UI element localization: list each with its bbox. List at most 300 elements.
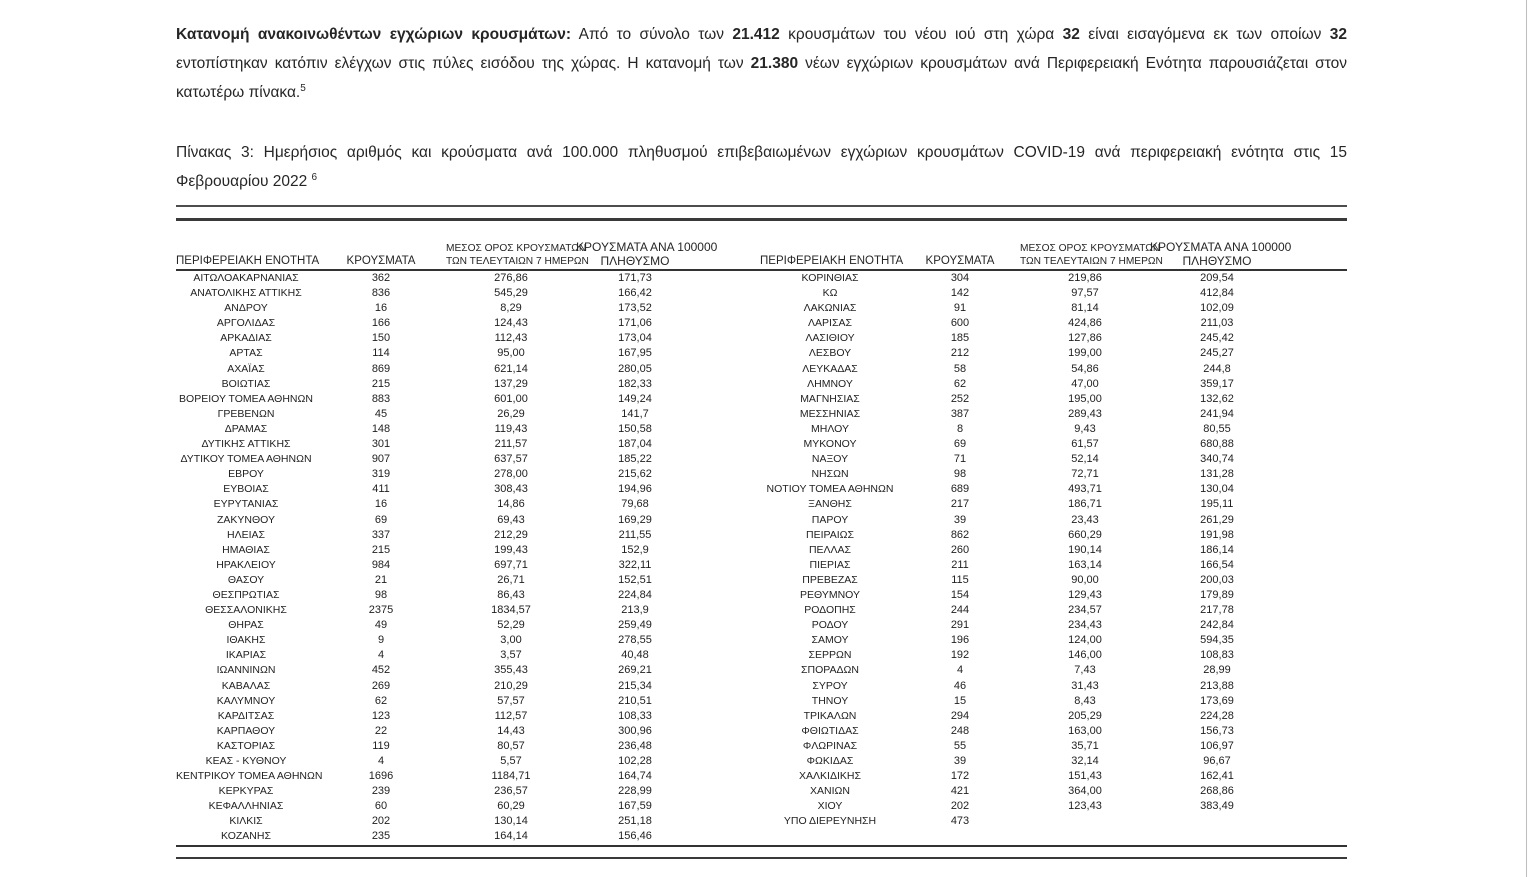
cases-cell: 119 [372, 739, 390, 752]
cases-cell: 2375 [368, 604, 394, 617]
trailing-cell [1284, 618, 1347, 633]
region-cell: ΔΥΤΙΚΗΣ ΑΤΤΙΚΗΣ [201, 438, 291, 451]
per100k-cell: 131,28 [1200, 468, 1234, 481]
avg7-cell: 35,71 [1071, 739, 1099, 752]
cases-cell: 192 [950, 649, 970, 662]
avg7-cell: 211,57 [494, 438, 528, 451]
gap-cell [694, 271, 760, 286]
per100k-cell: 186,14 [1200, 543, 1234, 556]
region-cell: ΘΕΣΣΑΛΟΝΙΚΗΣ [205, 604, 287, 617]
region-cell: ΙΘΑΚΗΣ [226, 634, 266, 647]
cases-cell: 154 [950, 588, 970, 601]
region-cell: ΔΡΑΜΑΣ [224, 422, 268, 435]
cases-cell: 211 [951, 558, 969, 571]
intro-text-segment: κρουσμάτων του νέου ιού στη χώρα [779, 26, 1063, 43]
per100k-cell: 179,89 [1200, 588, 1234, 601]
cases-cell: 39 [953, 755, 967, 767]
avg7-cell: 123,43 [1068, 800, 1102, 813]
cases-cell: 115 [951, 573, 969, 586]
avg7-cell: 72,71 [1071, 468, 1099, 481]
trailing-cell [1284, 513, 1347, 528]
cases-cell: 301 [371, 438, 391, 451]
avg7-cell: 164,14 [494, 830, 528, 843]
avg7-cell: 112,57 [494, 709, 528, 722]
gap-cell [694, 392, 760, 407]
region-cell: ΠΕΛΛΑΣ [808, 543, 852, 556]
trailing-cell [1284, 829, 1347, 844]
trailing-cell [1284, 633, 1347, 648]
per100k-cell: 213,88 [1200, 679, 1234, 692]
gap-cell [694, 286, 760, 301]
table-body [176, 271, 1347, 847]
avg7-cell: 129,43 [1068, 588, 1102, 601]
per100k-cell: 141,7 [621, 407, 649, 420]
intro-text-segment: είναι εισαγόμενα εκ των οποίων [1079, 26, 1330, 43]
per100k-cell: 79,68 [621, 498, 649, 511]
table-header-row [176, 221, 1347, 271]
trailing-cell [1284, 784, 1347, 799]
avg7-cell: 660,29 [1068, 528, 1102, 541]
cases-cell: 244 [950, 604, 970, 617]
gap-cell [694, 573, 760, 588]
intro-bold-segment: 21.380 [750, 55, 799, 72]
cases-cell: 269 [371, 679, 391, 692]
cases-cell: 62 [953, 377, 967, 390]
gap-cell [694, 814, 760, 829]
per100k-cell: 102,09 [1200, 302, 1234, 315]
per100k-cell: 187,04 [618, 438, 652, 451]
per100k-cell: 102,28 [618, 755, 652, 767]
cases-cell: 150 [371, 332, 391, 345]
trailing-cell [1284, 543, 1347, 558]
region-cell: ΧΙΟΥ [817, 800, 843, 813]
header-per100k-right-line2: ΠΛΗΘΥΣΜΟ [1182, 254, 1252, 268]
gap-cell [694, 694, 760, 709]
per100k-cell: 195,11 [1200, 498, 1234, 511]
region-cell: ΠΕΙΡΑΙΩΣ [806, 528, 854, 541]
region-cell: ΒΟΡΕΙΟΥ ΤΟΜΕΑ ΑΘΗΝΩΝ [179, 392, 313, 405]
per100k-cell: 173,52 [618, 302, 652, 315]
per100k-cell: 211,03 [1200, 317, 1234, 330]
per100k-cell: 594,35 [1200, 634, 1234, 647]
trailing-cell [1284, 316, 1347, 331]
avg7-cell: 112,43 [494, 332, 528, 345]
cases-cell: 55 [953, 739, 967, 752]
cases-cell: 4 [377, 755, 385, 767]
avg7-cell [1020, 814, 1150, 829]
header-cases-right: ΚΡΟΥΣΜΑΤΑ [925, 255, 995, 267]
per100k-cell: 259,49 [618, 619, 652, 632]
per100k-cell: 132,62 [1200, 392, 1234, 405]
region-cell: ΣΥΡΟΥ [812, 679, 848, 692]
trailing-cell [1284, 799, 1347, 814]
cases-cell: 304 [950, 272, 970, 284]
per100k-cell: 211,55 [618, 528, 652, 541]
avg7-cell: 163,00 [1068, 724, 1102, 737]
gap-cell [694, 588, 760, 603]
region-cell: ΜΕΣΣΗΝΙΑΣ [799, 407, 861, 420]
region-cell: ΘΑΣΟΥ [227, 573, 265, 586]
avg7-cell: 14,43 [497, 724, 525, 737]
per100k-cell: 251,18 [618, 815, 652, 828]
region-cell: ΛΕΥΚΑΔΑΣ [802, 362, 858, 375]
avg7-cell: 355,43 [494, 664, 528, 677]
trailing-cell [1284, 679, 1347, 694]
cases-cell: 49 [374, 619, 388, 632]
per100k-cell: 191,98 [1200, 528, 1234, 541]
trailing-cell [1284, 377, 1347, 392]
per100k-cell: 96,67 [1203, 755, 1231, 767]
region-cell: ΜΥΚΟΝΟΥ [803, 438, 857, 451]
region-cell: ΕΥΡΥΤΑΝΙΑΣ [213, 498, 279, 511]
cases-cell: 212 [950, 347, 970, 360]
avg7-cell: 236,57 [494, 785, 528, 798]
page-right-edge-line [1526, 0, 1527, 877]
gap-cell [694, 437, 760, 452]
avg7-cell: 545,29 [494, 287, 528, 300]
region-cell: ΚΕΝΤΡΙΚΟΥ ΤΟΜΕΑ ΑΘΗΝΩΝ [176, 770, 323, 783]
region-cell: ΜΗΛΟΥ [811, 422, 849, 435]
per100k-cell: 173,04 [618, 332, 652, 345]
region-cell: ΑΡΓΟΛΙΔΑΣ [216, 317, 276, 330]
region-cell: ΓΡΕΒΕΝΩΝ [217, 407, 275, 420]
gap-cell [694, 513, 760, 528]
region-cell: ΡΟΔΟΠΗΣ [804, 604, 856, 617]
gap-cell [694, 709, 760, 724]
per100k-cell: 268,86 [1200, 785, 1234, 798]
avg7-cell: 163,14 [1068, 558, 1102, 571]
cases-cell: 69 [953, 438, 967, 451]
trailing-cell [1284, 709, 1347, 724]
cases-cell: 883 [371, 392, 391, 405]
region-cell: ΣΑΜΟΥ [811, 634, 849, 647]
per100k-cell: 245,27 [1200, 347, 1234, 360]
avg7-cell: 205,29 [1068, 709, 1102, 722]
cases-cell: 22 [374, 724, 388, 737]
per100k-cell: 245,42 [1200, 332, 1234, 345]
avg7-cell: 212,29 [494, 528, 528, 541]
region-cell: ΑΝΑΤΟΛΙΚΗΣ ΑΤΤΙΚΗΣ [190, 287, 302, 300]
per100k-cell: 340,74 [1200, 453, 1234, 466]
trailing-cell [1284, 286, 1347, 301]
per100k-cell: 209,54 [1200, 272, 1234, 284]
avg7-cell: 8,43 [1074, 694, 1096, 707]
avg7-cell: 54,86 [1071, 362, 1099, 375]
intro-text-segment: εντοπίστηκαν κατόπιν ελέγχων στις πύλες εισόδου της χώρας. Η κατανομή των [176, 55, 751, 72]
region-cell: ΠΙΕΡΙΑΣ [809, 558, 851, 571]
per100k-cell: 412,84 [1200, 287, 1234, 300]
table-caption-text: Πίνακας 3: Ημερήσιος αριθμός και κρούσματα ανά 100.000 πληθυσμού επιβεβαιωμένων εγχώριων κρουσμάτων COVID-19 ανά περιφερειακή ενότητα στις 15 Φεβρουαρίου 2022 [176, 144, 1347, 190]
per100k-cell: 80,55 [1203, 422, 1231, 435]
cases-cell: 836 [371, 287, 391, 300]
region-cell: ΘΕΣΠΡΩΤΙΑΣ [212, 588, 280, 601]
cases-cell: 452 [371, 664, 391, 677]
region-cell: ΙΚΑΡΙΑΣ [225, 649, 267, 662]
region-cell: ΝΟΤΙΟΥ ΤΟΜΕΑ ΑΘΗΝΩΝ [766, 483, 894, 496]
gap-cell [694, 497, 760, 512]
trailing-cell [1284, 694, 1347, 709]
avg7-cell: 23,43 [1071, 513, 1099, 526]
region-cell [760, 829, 900, 844]
region-cell: ΦΩΚΙΔΑΣ [806, 755, 854, 767]
cases-cell: 62 [374, 694, 388, 707]
per100k-cell: 215,62 [618, 468, 652, 481]
footnote-ref-6: 6 [311, 171, 318, 183]
region-cell: ΗΜΑΘΙΑΣ [222, 543, 270, 556]
per100k-cell: 152,9 [621, 543, 649, 556]
region-cell: ΑΙΤΩΛΟΑΚΑΡΝΑΝΙΑΣ [193, 272, 299, 284]
cases-cell: 689 [950, 483, 970, 496]
per100k-cell: 300,96 [618, 724, 652, 737]
intro-bold-segment: Κατανομή ανακοινωθέντων εγχώριων κρουσμάτων: [176, 26, 572, 43]
gap-cell [694, 724, 760, 739]
region-cell: ΚΕΡΚΥΡΑΣ [218, 785, 274, 798]
per100k-cell: 171,73 [618, 272, 652, 284]
per100k-cell: 242,84 [1200, 619, 1234, 632]
avg7-cell: 52,14 [1071, 453, 1099, 466]
cases-cell: 46 [953, 679, 967, 692]
cases-cell: 58 [953, 362, 967, 375]
avg7-cell: 7,43 [1074, 664, 1096, 677]
per100k-cell: 156,46 [618, 830, 652, 843]
gap-cell [694, 467, 760, 482]
cases-cell: 362 [371, 272, 391, 284]
per100k-cell: 269,21 [618, 664, 652, 677]
gap-cell [694, 362, 760, 377]
avg7-cell: 1834,57 [491, 604, 531, 617]
intro-bold-segment: 32 [1062, 26, 1080, 43]
trailing-cell [1284, 362, 1347, 377]
cases-cell: 16 [374, 302, 388, 315]
region-cell: ΡΟΔΟΥ [811, 619, 849, 632]
horizontal-rule-bottom [176, 857, 1347, 860]
cases-cell: 202 [950, 800, 970, 813]
intro-text-segment: νέων εγχώριων κρουσμάτων ανά Περιφερειακή Ενότητα παρουσιάζεται στον κατωτέρω πίνακα. [176, 55, 1347, 101]
trailing-cell [1284, 603, 1347, 618]
avg7-cell: 3,57 [500, 649, 522, 662]
per100k-cell: 680,88 [1200, 438, 1234, 451]
trailing-cell [1284, 437, 1347, 452]
region-cell: ΦΛΩΡΙΝΑΣ [802, 739, 858, 752]
cases-cell: 252 [950, 392, 970, 405]
cases-cell: 235 [371, 830, 391, 843]
per100k-cell: 166,54 [1200, 558, 1234, 571]
avg7-cell: 124,43 [494, 317, 528, 330]
cases-cell: 217 [950, 498, 970, 511]
region-cell: ΡΕΘΥΜΝΟΥ [799, 588, 860, 601]
cases-cell: 166 [371, 317, 391, 330]
cases-cell: 148 [371, 422, 391, 435]
cases-cell: 862 [950, 528, 970, 541]
region-cell: ΚΩ [822, 287, 838, 300]
avg7-cell: 14,86 [497, 498, 525, 511]
gap-cell [694, 679, 760, 694]
per100k-cell: 162,41 [1200, 770, 1234, 783]
per100k-cell: 171,06 [618, 317, 652, 330]
avg7-cell: 61,57 [1071, 438, 1099, 451]
header-per100k-right [1150, 240, 1292, 268]
region-cell: ΝΑΞΟΥ [811, 453, 849, 466]
cases-cell: 4 [956, 664, 964, 677]
trailing-cell [1284, 452, 1347, 467]
avg7-cell: 69,43 [497, 513, 525, 526]
per100k-cell: 383,49 [1200, 800, 1234, 813]
per100k-cell: 130,04 [1200, 483, 1234, 496]
trailing-cell [1284, 301, 1347, 316]
trailing-cell [1284, 331, 1347, 346]
cases-cell: 260 [950, 543, 970, 556]
region-cell: ΝΗΣΩΝ [811, 468, 849, 481]
per100k-cell: 108,33 [618, 709, 652, 722]
per100k-cell: 40,48 [621, 649, 649, 662]
horizontal-rule-top-thin [176, 205, 1347, 207]
per100k-cell: 166,42 [618, 287, 652, 300]
gap-cell [694, 452, 760, 467]
cases-cell: 91 [953, 302, 967, 315]
region-cell: ΤΡΙΚΑΛΩΝ [803, 709, 857, 722]
per100k-cell: 228,99 [618, 785, 652, 798]
gap-cell [694, 407, 760, 422]
region-cell: ΚΑΛΥΜΝΟΥ [216, 694, 276, 707]
avg7-cell: 119,43 [494, 422, 528, 435]
trailing-cell [1284, 739, 1347, 754]
region-cell: ΑΡΚΑΔΙΑΣ [220, 332, 272, 345]
per100k-cell: 149,24 [618, 392, 652, 405]
avg7-cell: 190,14 [1068, 543, 1102, 556]
cases-cell: 16 [374, 498, 388, 511]
avg7-cell: 137,29 [494, 377, 528, 390]
gap-cell [694, 648, 760, 663]
region-cell: ΜΑΓΝΗΣΙΑΣ [800, 392, 860, 405]
gap-cell [694, 301, 760, 316]
region-cell: ΔΥΤΙΚΟΥ ΤΟΜΕΑ ΑΘΗΝΩΝ [180, 453, 312, 466]
cases-cell [900, 829, 1020, 844]
region-cell: ΧΑΝΙΩΝ [810, 785, 850, 798]
cases-cell: 291 [950, 619, 970, 632]
trailing-cell [1284, 467, 1347, 482]
intro-text-segment: Από το σύνολο των [571, 26, 733, 43]
avg7-cell: 424,86 [1068, 317, 1102, 330]
gap-cell [694, 603, 760, 618]
gap-cell [694, 316, 760, 331]
avg7-cell: 86,43 [497, 588, 525, 601]
gap-cell [694, 422, 760, 437]
header-avg7-right-line2: ΤΩΝ ΤΕΛΕΥΤΑΙΩΝ 7 ΗΜΕΡΩΝ [1020, 256, 1163, 267]
region-cell: ΛΑΡΙΣΑΣ [808, 317, 852, 330]
avg7-cell: 130,14 [494, 815, 528, 828]
avg7-cell: 9,43 [1074, 422, 1096, 435]
region-cell: ΦΘΙΩΤΙΔΑΣ [801, 724, 859, 737]
trailing-cell [1284, 392, 1347, 407]
avg7-cell: 47,00 [1071, 377, 1099, 390]
covid-region-table [176, 221, 1347, 847]
region-cell: ΗΡΑΚΛΕΙΟΥ [216, 558, 276, 571]
region-cell: ΚΟΖΑΝΗΣ [221, 830, 271, 843]
avg7-cell: 308,43 [494, 483, 528, 496]
cases-cell: 411 [372, 483, 390, 496]
region-cell: ΠΡΕΒΕΖΑΣ [802, 573, 858, 586]
avg7-cell: 199,00 [1068, 347, 1102, 360]
region-cell: ΚΑΡΔΙΤΣΑΣ [217, 709, 275, 722]
gap-cell [694, 346, 760, 361]
gap-cell [694, 377, 760, 392]
trailing-cell [1284, 482, 1347, 497]
region-cell: ΛΑΚΩΝΙΑΣ [803, 302, 857, 315]
header-avg7-right-line1: ΜΕΣΟΣ ΟΡΟΣ ΚΡΟΥΣΜΑΤΩΝ [1020, 243, 1161, 254]
cases-cell: 202 [371, 815, 391, 828]
region-cell: ΑΝΔΡΟΥ [224, 302, 268, 315]
avg7-cell: 621,14 [494, 362, 528, 375]
avg7-cell: 234,43 [1068, 619, 1102, 632]
gap-cell [694, 754, 760, 769]
per100k-cell: 194,96 [618, 483, 652, 496]
avg7-cell: 95,00 [497, 347, 525, 360]
per100k-cell: 164,74 [618, 770, 652, 783]
per100k-cell: 236,48 [618, 739, 652, 752]
cases-cell: 45 [374, 407, 388, 420]
avg7-cell: 32,14 [1071, 755, 1099, 767]
cases-cell: 600 [950, 317, 970, 330]
trailing-cell [1284, 648, 1347, 663]
region-cell: ΣΕΡΡΩΝ [808, 649, 852, 662]
trailing-cell [1284, 573, 1347, 588]
avg7-cell: 637,57 [494, 453, 528, 466]
gap-cell [694, 633, 760, 648]
cases-cell: 294 [950, 709, 970, 722]
region-cell: ΛΑΣΙΘΙΟΥ [805, 332, 855, 345]
per100k-cell: 359,17 [1200, 377, 1234, 390]
avg7-cell: 199,43 [494, 543, 528, 556]
gap-cell [694, 528, 760, 543]
per100k-cell: 106,97 [1200, 739, 1234, 752]
region-cell: ΛΕΣΒΟΥ [808, 347, 852, 360]
gap-cell [694, 558, 760, 573]
cases-cell: 142 [950, 287, 970, 300]
header-avg7-right [1020, 242, 1163, 268]
avg7-cell: 234,57 [1068, 604, 1102, 617]
trailing-cell [1284, 769, 1347, 784]
trailing-cell [1284, 754, 1347, 769]
per100k-cell: 169,29 [618, 513, 652, 526]
per100k-cell: 224,28 [1200, 709, 1234, 722]
per100k-cell: 167,95 [618, 347, 652, 360]
per100k-cell: 200,03 [1200, 573, 1234, 586]
trailing-cell [1284, 663, 1347, 678]
per100k-cell: 156,73 [1200, 724, 1234, 737]
trailing-cell [1284, 724, 1347, 739]
intro-bold-segment: 21.412 [732, 26, 780, 43]
region-cell: ΤΗΝΟΥ [811, 694, 849, 707]
avg7-cell: 697,71 [494, 558, 528, 571]
region-cell: ΚΑΡΠΑΘΟΥ [216, 724, 276, 737]
cases-cell: 337 [371, 528, 391, 541]
avg7-cell: 289,43 [1068, 407, 1102, 420]
cases-cell: 239 [371, 785, 391, 798]
gap-cell [694, 663, 760, 678]
avg7-cell: 493,71 [1068, 483, 1102, 496]
per100k-cell [1150, 814, 1284, 829]
header-cases-left: ΚΡΟΥΣΜΑΤΑ [346, 255, 416, 267]
avg7-cell: 8,29 [500, 302, 522, 315]
avg7-cell: 276,86 [494, 272, 528, 284]
cases-cell: 248 [950, 724, 970, 737]
trailing-cell [1284, 346, 1347, 361]
gap-cell [694, 829, 760, 844]
per100k-cell: 278,55 [618, 634, 652, 647]
avg7-cell: 601,00 [494, 392, 528, 405]
cases-cell: 907 [371, 453, 391, 466]
region-cell: ΗΛΕΙΑΣ [226, 528, 265, 541]
